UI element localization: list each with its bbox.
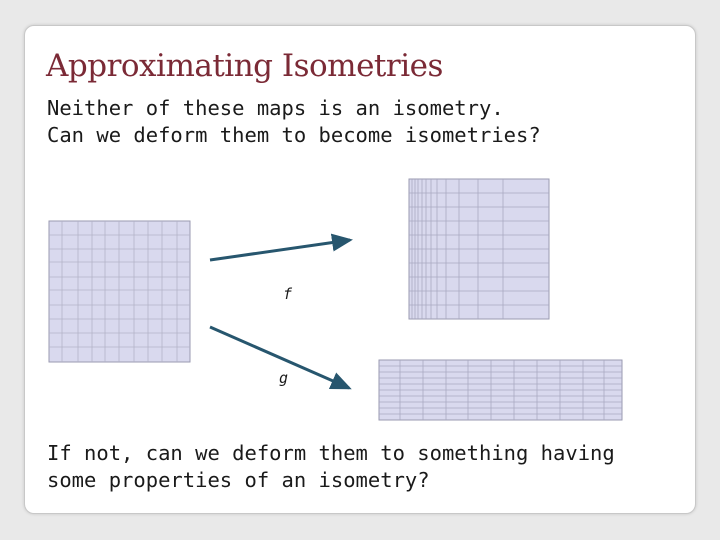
- outro-line-2: some properties of an isometry?: [47, 468, 430, 492]
- g-image-grid: [379, 360, 622, 420]
- source-grid: [49, 221, 190, 362]
- outro-line-1: If not, can we deform them to something having: [47, 441, 615, 465]
- f-arrow: [210, 240, 350, 260]
- slide-title: Approximating Isometries: [46, 48, 443, 84]
- f-image-grid: [409, 179, 549, 319]
- intro-line-2: Can we deform them to become isometries?: [47, 123, 541, 147]
- map-f-label: f: [283, 285, 293, 303]
- map-g-label: g: [279, 369, 289, 387]
- intro-line-1: Neither of these maps is an isometry.: [47, 96, 504, 120]
